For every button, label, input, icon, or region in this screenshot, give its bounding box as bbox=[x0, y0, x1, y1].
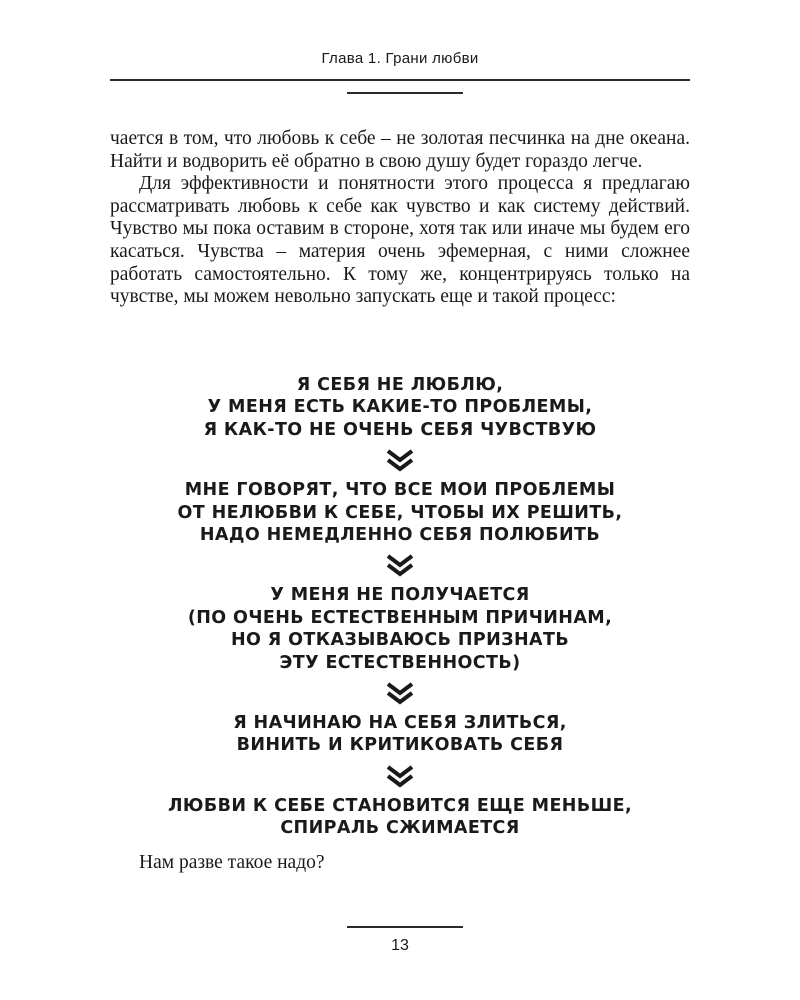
flow-step-line: СПИРАЛЬ СЖИМАЕТСЯ bbox=[280, 818, 520, 839]
flow-step-line: ЛЮБВИ К СЕБЕ СТАНОВИТСЯ ЕЩЕ МЕНЬШЕ, bbox=[167, 795, 633, 816]
flow-step-line: НАДО НЕМЕДЛЕННО СЕБЯ ПОЛЮБИТЬ bbox=[199, 525, 601, 546]
paragraph: чается в том, что любовь к себе – не золотая песчинка на дне океана. Найти и водворить её обратно в свою душу будет гораздо легче. bbox=[110, 128, 690, 172]
flow-step bbox=[110, 712, 690, 757]
page-number: 13 bbox=[391, 937, 409, 954]
paragraph: Для эффективности и понятности этого процесса я предлагаю рассматривать любовь к себе как чувство и как систему действий. Чувство мы пока оставим в стороне, хотя так или иначе мы будем его касаться. Чувства – материя очень эфемерная, с ними сложнее работать самостоятельно. К тому же, концентрируясь только на чувстве, мы можем невольно запускать еще и такой процесс: bbox=[110, 173, 690, 308]
footer-short-rule bbox=[347, 926, 463, 928]
flow-step-line: Я КАК-ТО НЕ ОЧЕНЬ СЕБЯ ЧУВСТВУЮ bbox=[203, 419, 597, 440]
flow-step-line: У МЕНЯ НЕ ПОЛУЧАЕТСЯ bbox=[270, 585, 530, 606]
flow-step bbox=[110, 795, 690, 840]
flow-step-line: У МЕНЯ ЕСТЬ КАКИЕ-ТО ПРОБЛЕМЫ, bbox=[207, 397, 593, 418]
flow-step bbox=[110, 374, 690, 441]
closing-question: Нам разве такое надо? bbox=[139, 852, 325, 873]
flow-step bbox=[110, 584, 690, 674]
flow-step-line: (ПО ОЧЕНЬ ЕСТЕСТВЕННЫМ ПРИЧИНАМ, bbox=[187, 607, 613, 628]
flow-step-line: ОТ НЕЛЮБВИ К СЕБЕ, ЧТОБЫ ИХ РЕШИТЬ, bbox=[177, 502, 623, 523]
flow-step-line: МНЕ ГОВОРЯТ, ЧТО ВСЕ МОИ ПРОБЛЕМЫ bbox=[184, 480, 616, 501]
double-chevron-down-icon bbox=[385, 449, 415, 473]
flow-step-line: ЭТУ ЕСТЕСТВЕННОСТЬ) bbox=[279, 652, 521, 673]
double-chevron-down-icon bbox=[385, 682, 415, 706]
running-title: Глава 1. Грани любви bbox=[321, 50, 479, 67]
flow-step-line: НО Я ОТКАЗЫВАЮСЬ ПРИЗНАТЬ bbox=[230, 630, 570, 651]
double-chevron-down-icon bbox=[385, 554, 415, 578]
double-chevron-down-icon bbox=[385, 765, 415, 789]
flow-step-line: Я СЕБЯ НЕ ЛЮБЛЮ, bbox=[296, 375, 504, 395]
flow-step-line: Я НАЧИНАЮ НА СЕБЯ ЗЛИТЬСЯ, bbox=[233, 713, 567, 734]
body-text bbox=[110, 128, 690, 309]
header-rule bbox=[110, 79, 690, 81]
flow-step-line: ВИНИТЬ И КРИТИКОВАТЬ СЕБЯ bbox=[236, 735, 564, 756]
header-short-rule bbox=[347, 92, 463, 94]
process-flow bbox=[110, 374, 690, 840]
flow-step bbox=[110, 479, 690, 546]
